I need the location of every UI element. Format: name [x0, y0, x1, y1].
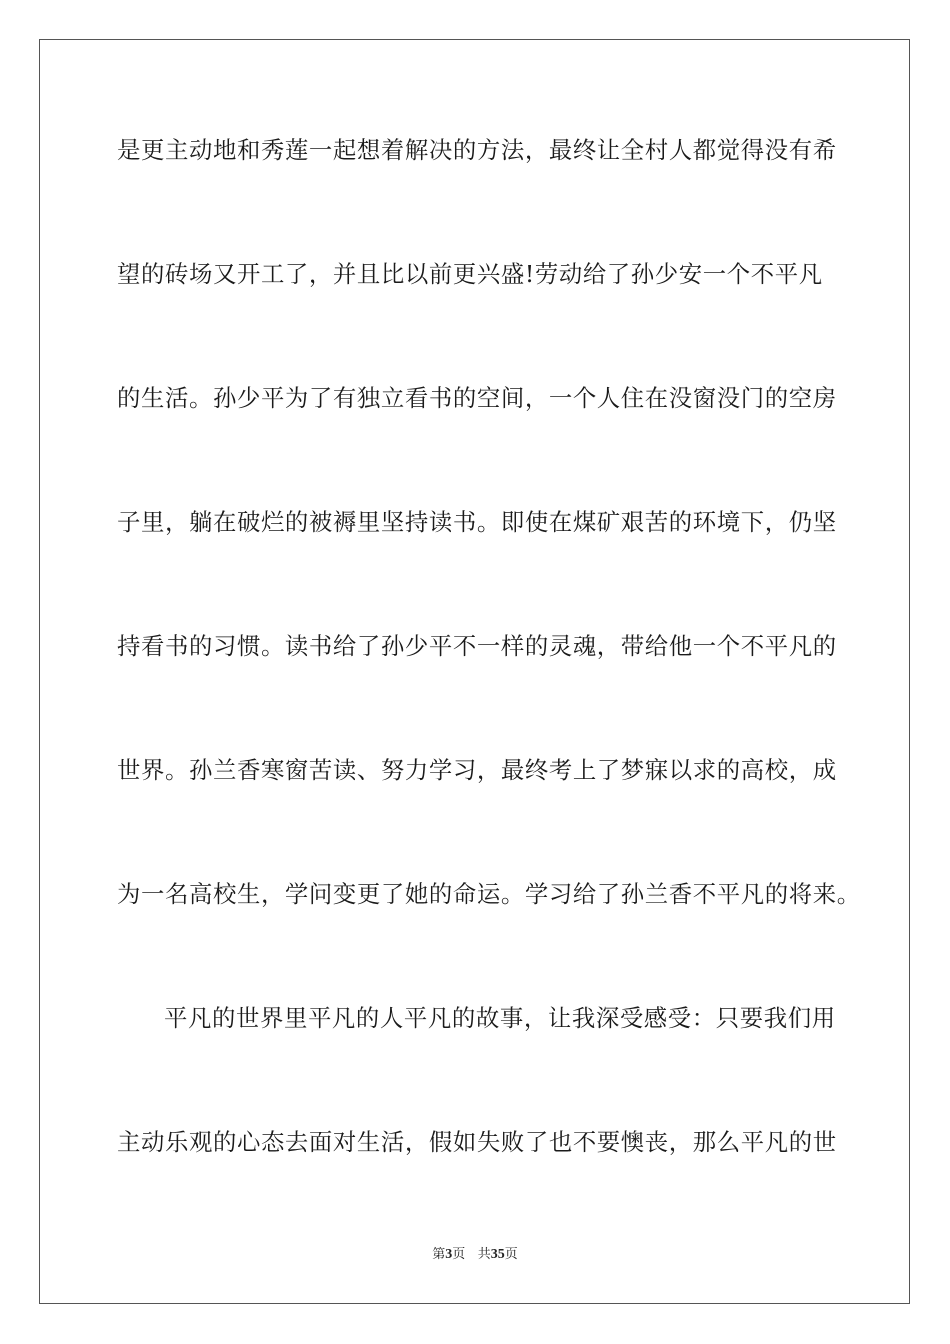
- text-line: 持看书的习惯。读书给了孙少平不一样的灵魂，带给他一个不平凡的: [117, 632, 837, 660]
- total-pages: 35: [490, 1247, 505, 1262]
- page-prefix: 第: [432, 1247, 446, 1262]
- text-line: 是更主动地和秀莲一起想着解决的方法，最终让全村人都觉得没有希: [117, 136, 837, 164]
- page-border: [39, 39, 910, 1304]
- text-line: 主动乐观的心态去面对生活，假如失败了也不要懊丧，那么平凡的世: [117, 1128, 837, 1156]
- text-line: 为一名高校生，学问变更了她的命运。学习给了孙兰香不平凡的将来。: [117, 880, 861, 908]
- text-line: 的生活。孙少平为了有独立看书的空间，一个人住在没窗没门的空房: [117, 384, 837, 412]
- text-line-paragraph-start: 平凡的世界里平凡的人平凡的故事，让我深受感受：只要我们用: [164, 1004, 836, 1032]
- text-line: 望的砖场又开工了，并且比以前更兴盛!劳动给了孙少安一个不平凡: [117, 260, 823, 288]
- text-line: 子里，躺在破烂的被褥里坚持读书。即使在煤矿艰苦的环境下，仍坚: [117, 508, 837, 536]
- total-prefix: 共: [477, 1247, 491, 1262]
- text-line: 世界。孙兰香寒窗苦读、努力学习，最终考上了梦寐以求的高校，成: [117, 756, 837, 784]
- page-number: 3: [445, 1247, 453, 1262]
- total-unit: 页: [504, 1247, 518, 1262]
- page-unit: 页: [452, 1247, 466, 1262]
- page-footer: [0, 1246, 950, 1264]
